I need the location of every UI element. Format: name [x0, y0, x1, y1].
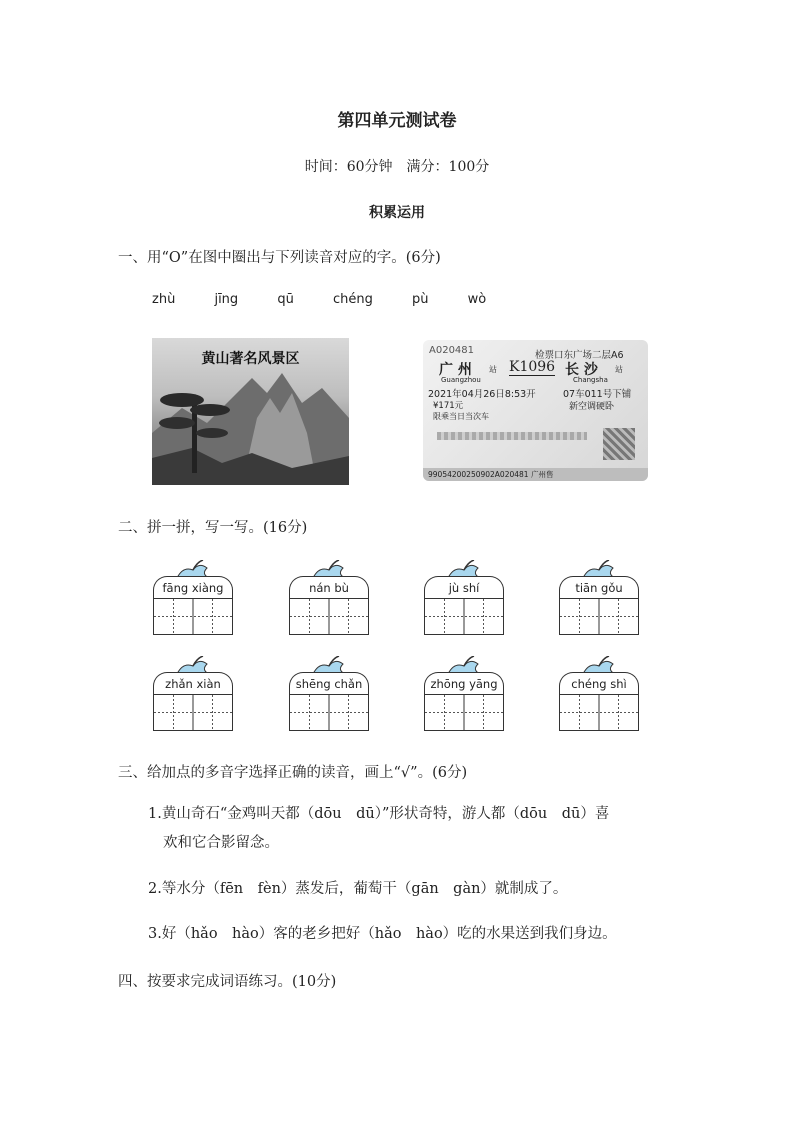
writing-grid[interactable]	[424, 694, 504, 731]
question-3: 三、给加点的多音字选择正确的读音，画上“√”。(6分)	[118, 765, 468, 781]
pinyin-box	[289, 560, 371, 650]
pinyin-label: jù shí	[448, 581, 480, 595]
pinyin-box	[559, 656, 641, 746]
pinyin-label: zhǎn xiàn	[165, 677, 221, 691]
pinyin-label: chéng shì	[571, 677, 627, 691]
q3-item-3: 3.好（hǎo hào）客的老乡把好（hǎo hào）吃的水果送到我们身边。	[148, 926, 617, 942]
ticket-to: 长 沙	[565, 362, 598, 378]
writing-grid[interactable]	[559, 598, 639, 635]
pinyin-box	[153, 656, 235, 746]
pinyin-box	[153, 560, 235, 650]
pinyin-item: zhù	[152, 292, 176, 307]
ticket-from-suffix: 站	[489, 365, 497, 374]
section-heading: 积累运用	[369, 205, 425, 221]
ticket-seat-type: 新空调硬卧	[569, 402, 615, 412]
writing-grid[interactable]	[289, 694, 369, 731]
ticket-seat: 07车011号下铺	[563, 389, 632, 400]
ticket-from: 广 州	[439, 362, 472, 378]
pinyin-box	[289, 656, 371, 746]
pinyin-item: chéng	[332, 292, 373, 307]
pinyin-box	[424, 656, 506, 746]
ticket-price: ¥171元	[433, 401, 464, 411]
pinyin-label: nán bù	[309, 581, 349, 595]
writing-grid[interactable]	[153, 694, 233, 731]
writing-grid[interactable]	[424, 598, 504, 635]
train-ticket	[423, 340, 648, 481]
ticket-serial: 99054200250902A020481 广州售	[428, 470, 554, 479]
pinyin-box	[559, 560, 641, 650]
ticket-to-suffix: 站	[615, 365, 623, 374]
pinyin-label: zhōng yāng	[430, 677, 498, 691]
pinyin-label: fāng xiàng	[162, 581, 224, 595]
pinyin-item: jīng	[214, 292, 239, 307]
writing-grid[interactable]	[559, 694, 639, 731]
photo-caption: 黄山著名风景区	[201, 351, 300, 367]
blurred-text	[437, 432, 587, 440]
huangshan-photo	[152, 338, 349, 485]
ticket-train: K1096	[509, 359, 556, 375]
writing-grid[interactable]	[289, 598, 369, 635]
ticket-code: A020481	[429, 345, 475, 356]
ticket-date: 2021年04月26日8:53开	[428, 389, 536, 400]
pinyin-list	[152, 292, 521, 307]
q3-item-1-cont: 欢和它合影留念。	[163, 835, 279, 851]
page-title: 第四单元测试卷	[337, 111, 457, 131]
q3-item-2: 2.等水分（fēn fèn）蒸发后，葡萄干（gān gàn）就制成了。	[148, 881, 568, 897]
writing-grid[interactable]	[153, 598, 233, 635]
question-2: 二、拼一拼，写一写。(16分)	[118, 520, 308, 536]
question-1: 一、用“O”在图中圈出与下列读音对应的字。(6分)	[118, 250, 441, 266]
pinyin-item: pù	[411, 292, 429, 307]
pinyin-box	[424, 560, 506, 650]
ticket-to-en: Changsha	[573, 376, 608, 384]
exam-info: 时间：60分钟 满分：100分	[304, 159, 490, 175]
q3-item-1: 1.黄山奇石“金鸡叫天都（dōu dū）”形状奇特，游人都（dōu dū）喜	[148, 806, 610, 822]
pinyin-label: shēng chǎn	[295, 677, 363, 691]
qr-code-icon	[603, 428, 635, 460]
ticket-limit: 限乘当日当次车	[433, 412, 489, 421]
pinyin-label: tiān gǒu	[575, 581, 623, 595]
pinyin-item: qū	[277, 292, 294, 307]
pinyin-item: wò	[467, 292, 487, 307]
question-4: 四、按要求完成词语练习。(10分)	[118, 974, 337, 990]
ticket-from-en: Guangzhou	[441, 376, 481, 384]
ticket-gate: 检票口东广场二层A6	[535, 350, 624, 361]
